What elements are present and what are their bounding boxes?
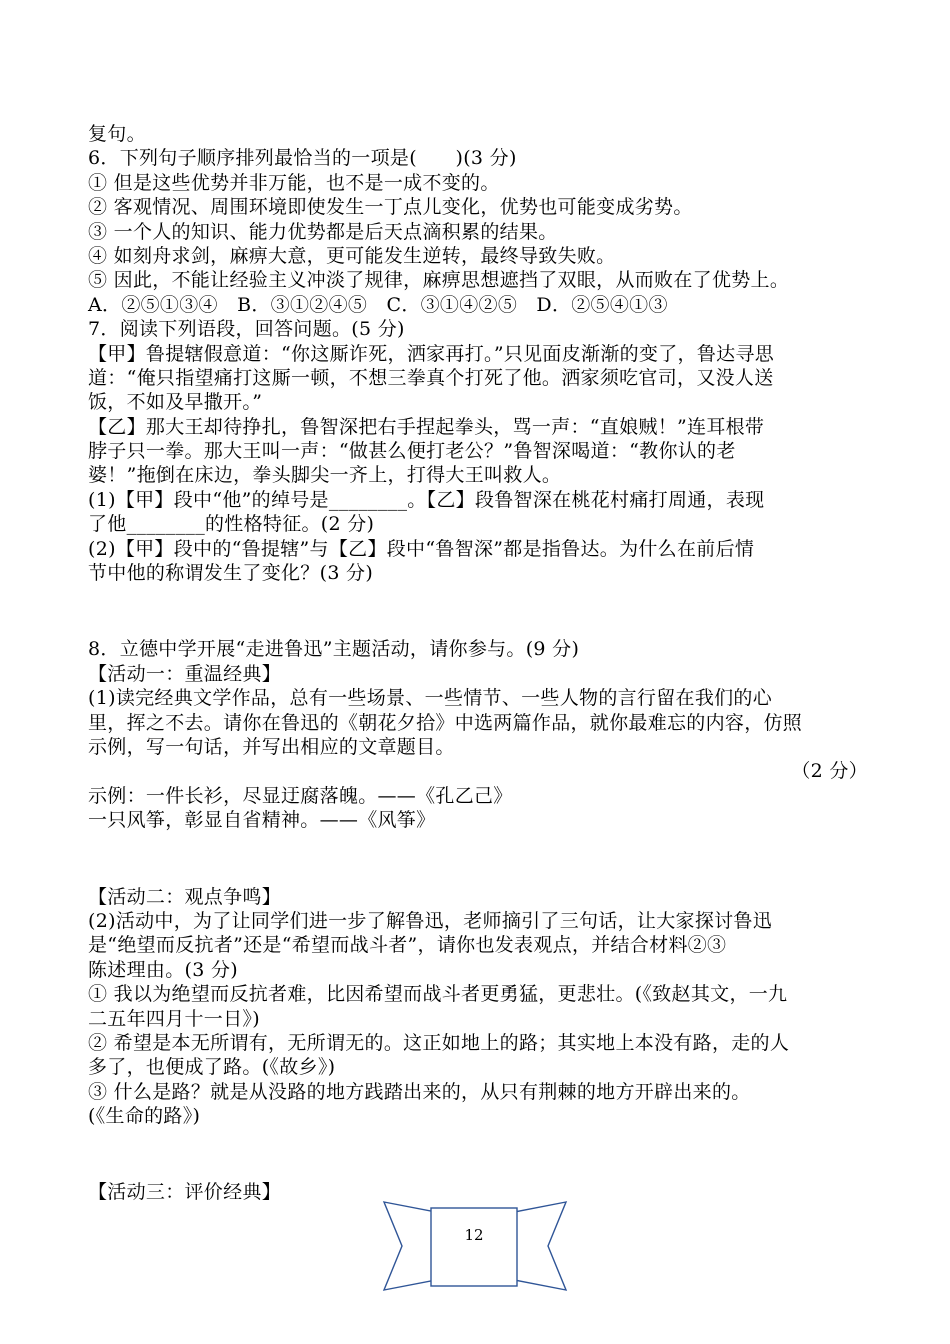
question-8-1: 示例，写一句话，并写出相应的文章题目。 — [88, 735, 455, 758]
passage-jia-line: 【甲】鲁提辖假意道：“你这厮诈死，洒家再打。”只见面皮渐渐的变了，鲁达寻思 — [88, 342, 775, 365]
material-2: ② 希望是本无所谓有，无所谓无的。这正如地上的路；其实地上本没有路，走的人 — [88, 1031, 790, 1054]
question-8-2: 陈述理由。(3 分) — [88, 958, 238, 981]
score-label: （2 分） — [791, 760, 868, 783]
question-6-options: A．②⑤①③④ B．③①②④⑤ C．③①④②⑤ D．②⑤④①③ — [88, 293, 668, 316]
document-body — [88, 122, 868, 1205]
passage-yi-line: 婆！”拖倒在床边，拳头脚尖一齐上，打得大王叫救人。 — [88, 464, 562, 487]
ribbon-banner-icon — [0, 1190, 950, 1300]
question-8-2: (2)活动中，为了让同学们进一步了解鲁迅，老师摘引了三句话，让大家探讨鲁迅 — [88, 909, 773, 932]
material-3: (《生命的路》) — [88, 1105, 201, 1128]
text-line: 复句。 — [88, 123, 146, 145]
answer-space — [88, 833, 868, 885]
answer-space — [88, 585, 868, 637]
answer-space — [88, 1128, 868, 1180]
question-7-2: (2)【甲】段中的“鲁提辖”与【乙】段中“鲁智深”都是指鲁达。为什么在前后情 — [88, 537, 755, 560]
passage-jia-line: 饭，不如及早撒开。” — [88, 391, 263, 414]
material-3: ③ 什么是路？就是从没路的地方践踏出来的，从只有荆棘的地方开辟出来的。 — [88, 1080, 751, 1103]
sentence-3: ③ 一个人的知识、能力优势都是后天点滴积累的结果。 — [88, 220, 558, 243]
sentence-2: ② 客观情况、周围环境即使发生一丁点儿变化，优势也可能变成劣势。 — [88, 196, 693, 219]
material-1: ① 我以为绝望而反抗者难，比因希望而战斗者更勇猛，更悲壮。(《致赵其文，一九 — [88, 983, 788, 1006]
passage-jia-line: 道：“俺只指望痛打这厮一顿，不想三拳真个打死了他。洒家须吃官司，又没人送 — [88, 366, 774, 389]
question-8-1: 里，挥之不去。请你在鲁迅的《朝花夕拾》中选两篇作品，就你最难忘的内容，仿照 — [88, 711, 803, 734]
activity-1-heading: 【活动一：重温经典】 — [88, 662, 282, 685]
activity-3-heading: 【活动三：评价经典】 — [88, 1181, 282, 1204]
question-7-2: 节中他的称谓发生了变化？(3 分) — [88, 562, 374, 585]
question-7-stem: 7．阅读下列语段，回答问题。(5 分) — [88, 318, 405, 341]
question-6-stem: 6．下列句子顺序排列最恰当的一项是( )(3 分) — [88, 147, 517, 170]
question-7-1: (1)【甲】段中“他”的绰号是________。【乙】段鲁智深在桃花村痛打周通，表现 — [88, 488, 765, 511]
material-2: 多了，也便成了路。(《故乡》) — [88, 1056, 336, 1079]
sentence-5: ⑤ 因此，不能让经验主义冲淡了规律，麻痹思想遮挡了双眼，从而败在了优势上。 — [88, 269, 790, 292]
question-8-stem: 8．立德中学开展“走进鲁迅”主题活动，请你参与。(9 分) — [88, 638, 580, 661]
sentence-4: ④ 如刻舟求剑，麻痹大意，更可能发生逆转，最终导致失败。 — [88, 244, 616, 267]
example-line: 示例：一件长衫，尽显迂腐落魄。——《孔乙己》 — [88, 784, 513, 807]
page-number: 12 — [464, 1226, 484, 1244]
page-footer — [0, 1190, 950, 1300]
passage-yi-line: 【乙】那大王却待挣扎，鲁智深把右手捏起拳头，骂一声：“直娘贼！”连耳根带 — [88, 415, 765, 438]
question-8-1: (1)读完经典文学作品，总有一些场景、一些情节、一些人物的言行留在我们的心 — [88, 687, 773, 710]
material-1: 二五年四月十一日》) — [88, 1007, 260, 1030]
sentence-1: ① 但是这些优势并非万能，也不是一成不变的。 — [88, 171, 500, 194]
example-line: 一只风筝，彰显自省精神。——《风筝》 — [88, 809, 436, 832]
passage-yi-line: 脖子只一拳。那大王叫一声：“做甚么便打老公？”鲁智深喝道：“教你认的老 — [88, 440, 736, 463]
activity-2-heading: 【活动二：观点争鸣】 — [88, 885, 282, 908]
question-8-2: 是“绝望而反抗者”还是“希望而战斗者”，请你也发表观点，并结合材料②③ — [88, 934, 727, 957]
question-7-1: 了他________的性格特征。(2 分) — [88, 513, 375, 536]
